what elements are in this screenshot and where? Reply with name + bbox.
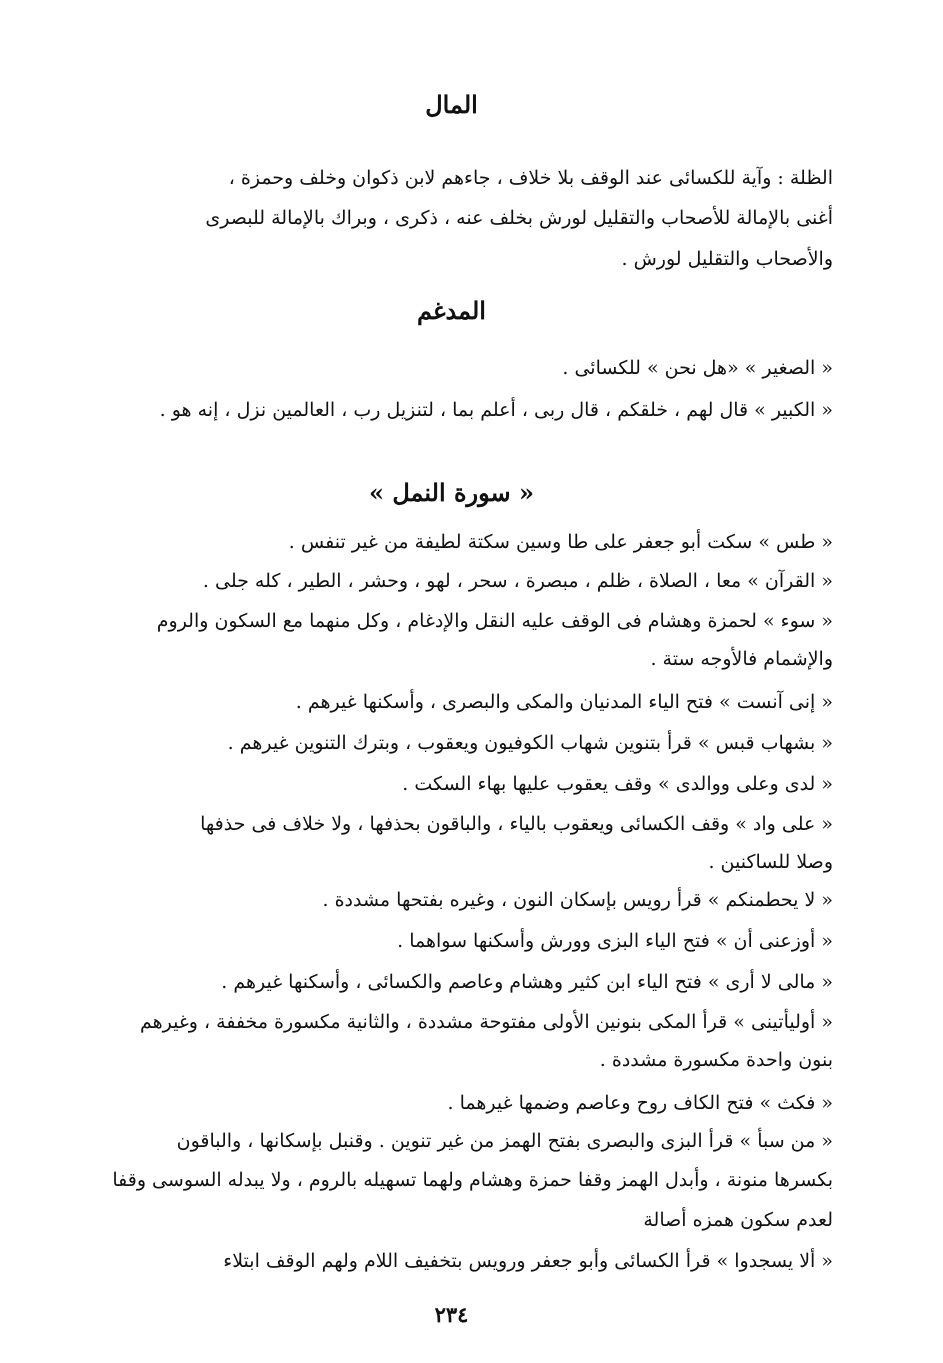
text-line: بنون واحدة مكسورة مشددة . — [599, 1049, 833, 1071]
text-line: « إنى آنست » فتح الياء المدنيان والمكى والبصرى ، وأسكنها غيرهم . — [295, 691, 833, 713]
text-line: وصلا للساكنين . — [708, 851, 833, 873]
text-line: بكسرها منونة ، وأبدل الهمز وقفا حمزة وهشام ولهما تسهيله بالروم ، ولا يبدله السوسى وقفا — [112, 1169, 833, 1191]
text-line: « القرآن » معا ، الصلاة ، ظلم ، مبصرة ، سحر ، لهو ، وحشر ، الطير ، كله جلى . — [202, 570, 833, 592]
text-line: « لدى وعلى ووالدى » وقف يعقوب عليها بهاء السكت . — [402, 773, 833, 795]
text-line: والأصحاب والتقليل لورش . — [621, 248, 833, 270]
text-line: والإشمام فالأوجه ستة . — [650, 648, 833, 670]
section-title-mudgham: المدغم — [417, 296, 486, 325]
text-line: « أوزعنى أن » فتح الياء البزى وورش وأسكنها سواهما . — [397, 930, 833, 952]
text-line: « الكبير » قال لهم ، خلقكم ، قال ربى ، أعلم بما ، لتنزيل رب ، العالمين نزل ، إنه هو . — [159, 399, 833, 421]
text-line: « فكث » فتح الكاف روح وعاصم وضمها غيرهما . — [447, 1092, 833, 1114]
text-line: « لا يحطمنكم » قرأ رويس بإسكان النون ، وغيره بفتحها مشددة . — [322, 889, 833, 911]
text-line: « على واد » وقف الكسائى ويعقوب بالياء ، والباقون بحذفها ، ولا خلاف فى حذفها — [200, 813, 833, 835]
surah-title: « سورة النمل » — [368, 478, 534, 507]
text-line: أغنى بالإمالة للأصحاب والتقليل لورش بخلف عنه ، ذكرى ، وبراك بالإمالة للبصرى — [205, 207, 833, 229]
text-line: الظلة : وآية للكسائى عند الوقف بلا خلاف ، جاءهم لابن ذكوان وخلف وحمزة ، — [228, 167, 833, 189]
page-number: ٢٣٤ — [434, 1302, 469, 1327]
page-header: المال — [425, 90, 478, 119]
text-line: « بشهاب قبس » قرأ بتنوين شهاب الكوفيون ويعقوب ، وبترك التنوين غيرهم . — [227, 732, 833, 754]
text-line: « سوء » لحمزة وهشام فى الوقف عليه النقل والإدغام ، وكل منهما مع السكون والروم — [156, 610, 833, 632]
text-line: « مالى لا أرى » فتح الياء ابن كثير وهشام وعاصم والكسائى ، وأسكنها غيرهم . — [221, 971, 833, 993]
text-line: « الصغير » «هل نحن » للكسائى . — [562, 357, 833, 379]
text-line: « طس » سكت أبو جعفر على طا وسين سكتة لطيفة من غير تنفس . — [288, 531, 833, 553]
text-line: « أوليأتينى » قرأ المكى بنونين الأولى مفتوحة مشددة ، والثانية مكسورة مخففة ، وغيرهم — [139, 1011, 833, 1033]
text-line: لعدم سكون همزه أصالة — [643, 1209, 833, 1231]
text-line: « من سبأ » قرأ البزى والبصرى بفتح الهمز من غير تنوين . وقنبل بإسكانها ، والباقون — [176, 1130, 833, 1152]
text-line: « ألا يسجدوا » قرأ الكسائى وأبو جعفر ورويس بتخفيف اللام ولهم الوقف ابتلاء — [223, 1250, 833, 1272]
